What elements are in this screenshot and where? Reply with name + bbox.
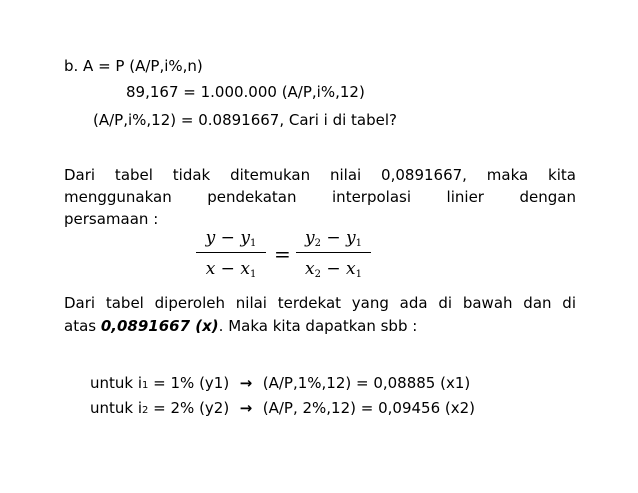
left-fraction-bar <box>196 252 266 253</box>
right-fraction-bar <box>296 252 371 253</box>
target-value: 0,0891667 (x) <box>100 317 219 335</box>
para1-row2: menggunakan pendekatan interpolasi linier dengan <box>64 188 576 206</box>
right-numerator: $y_2 - y_1$ <box>304 228 363 249</box>
equals-sign: = <box>274 242 291 266</box>
part-b-formula-line: b. A = P (A/P,i%,n) <box>64 57 203 75</box>
interpolation-row-2: untuk i2 = 2% (y2) → (A/P, 2%,12) = 0,09456 (x2) <box>90 399 476 417</box>
para2-row1: Dari tabel diperoleh nilai terdekat yang ada di bawah dan di <box>64 294 576 312</box>
left-fraction <box>196 226 266 281</box>
right-fraction <box>296 226 371 281</box>
para1-row3: persamaan : <box>64 210 159 228</box>
interpolation-row-1: untuk i1 = 1% (y1) → (A/P,1%,12) = 0,08885 (x1) <box>90 374 471 392</box>
para1-row1: Dari tabel tidak ditemukan nilai 0,0891667, maka kita <box>64 166 576 184</box>
left-denominator: $x - x_1$ <box>205 259 257 280</box>
part-b-substitution-line: 89,167 = 1.000.000 (A/P,i%,12) <box>126 83 365 101</box>
part-b-result-line: (A/P,i%,12) = 0.0891667, Cari i di tabel? <box>93 111 397 129</box>
interpolation-formula <box>196 226 371 286</box>
para2-row2: atas 0,0891667 (x). Maka kita dapatkan sbb : <box>64 317 418 335</box>
arrow-right-icon: → <box>239 374 253 392</box>
left-numerator: $y - y_1$ <box>205 228 257 249</box>
right-denominator: $x_2 - x_1$ <box>305 259 362 280</box>
arrow-right-icon: → <box>239 399 253 417</box>
